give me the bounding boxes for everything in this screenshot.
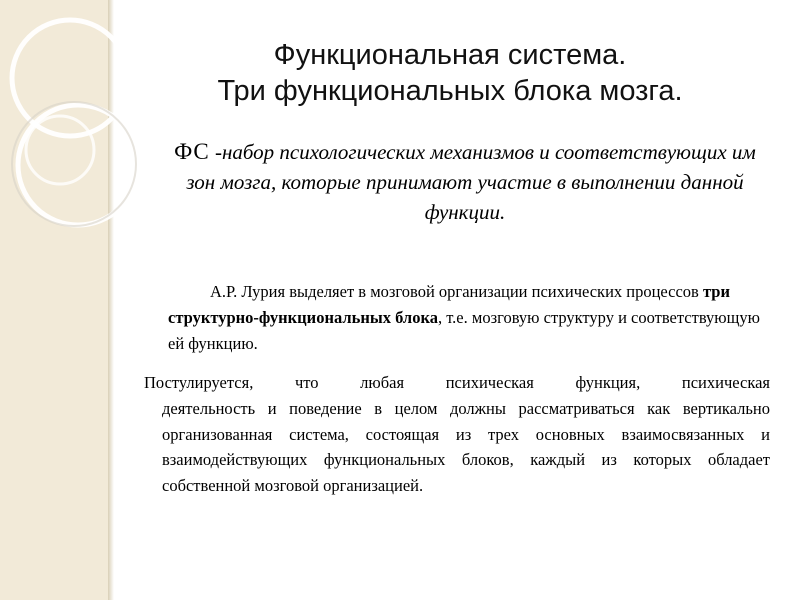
definition-text: набор психологических механизмов и соответствующих им зон мозга, которые принимают участие в выполнении данной функции.: [186, 140, 756, 224]
postulate-first-line: Постулируется, что любая психическая функция, психическая: [144, 373, 770, 392]
title-line-1: Функциональная система.: [273, 39, 627, 71]
title-line-2: Три функциональных блока мозга.: [217, 75, 683, 107]
definition-block: [160, 137, 770, 227]
ring-small: [26, 116, 94, 184]
definition-dash: -: [209, 140, 222, 164]
luria-paragraph: [168, 279, 768, 357]
luria-bold-term: три структурно-функциональных блока: [168, 282, 730, 327]
slide-title: [150, 37, 750, 109]
postulate-rest: деятельность и поведение в целом должны рассматриваться как вертикально организованная система, состоящая из трех основных взаимосвязанных и взаимодействующих функциональных блоков, каждый из которых обладает собственной мозговой организацией.: [162, 398, 770, 496]
definition-abbr: ФС: [174, 139, 210, 164]
postulate-paragraph: [144, 370, 770, 499]
luria-text-after: , т.е. мозговую структуру и соответствующую ей функцию.: [168, 308, 760, 353]
luria-text-before: А.Р. Лурия выделяет в мозговой организации психических процессов: [210, 282, 703, 301]
